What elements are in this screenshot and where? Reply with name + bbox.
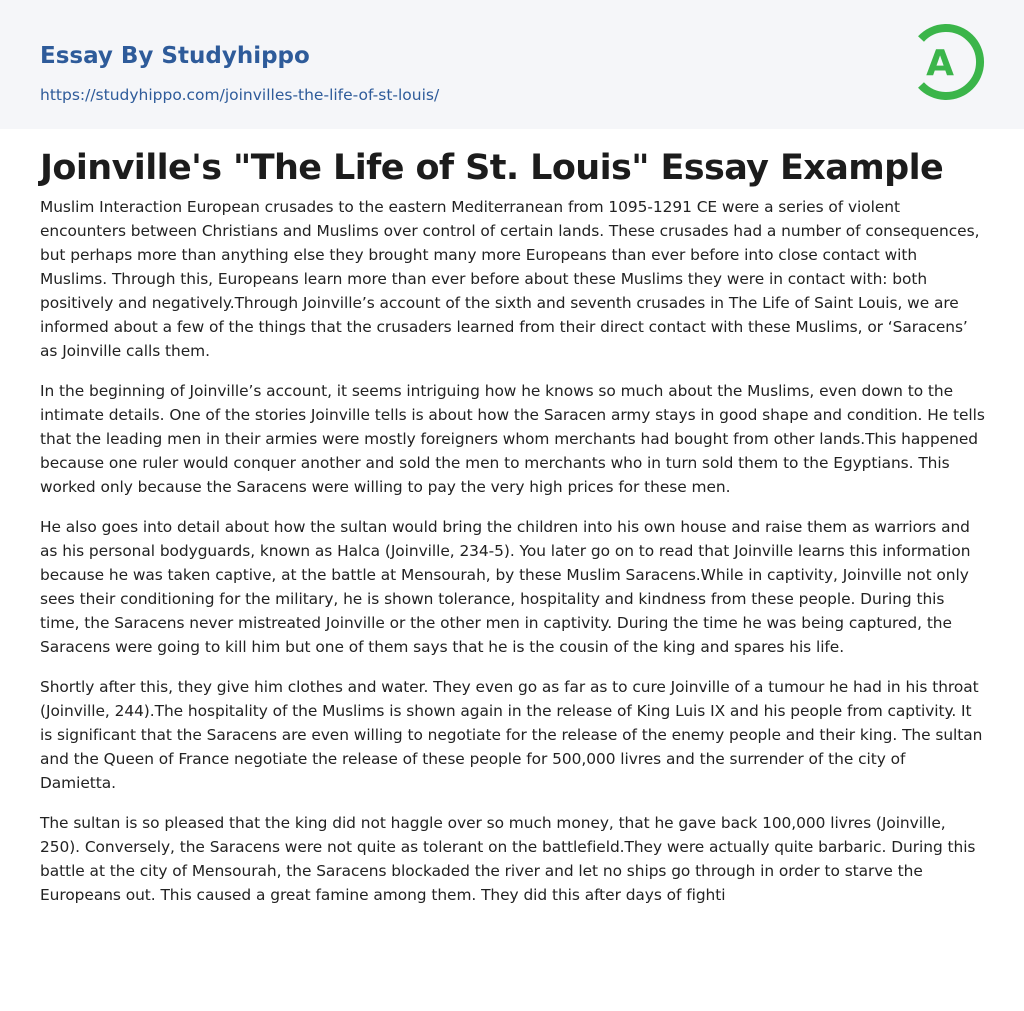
- paragraph: Muslim Interaction European crusades to the eastern Mediterranean from 1095-1291 CE were a series of violent encounters between Christians and Muslims over control of certain lands. These crusades had a number of consequences, but perhaps more than anything else they brought many more Europeans than ever before into close contact with Muslims. Through this, Europeans learn more than ever before about these Muslims they were in contact with: both positively and negatively.Through Joinville’s account of the sixth and seventh crusades in The Life of Saint Louis, we are informed about a few of the things that the crusaders learned from their direct contact with these Muslims, or ‘Saracens’ as Joinville calls them.: [40, 198, 980, 360]
- logo-icon[interactable]: [911, 19, 987, 105]
- article: [40, 142, 986, 923]
- paragraph: Shortly after this, they give him clothes and water. They even go as far as to cure Joinville of a tumour he had in his throat (Joinville, 244).The hospitality of the Muslims is shown again in the release of King Luis IX and his people from captivity. It is significant that the Saracens are even willing to negotiate for the release of the enemy people and their king. The sultan and the Queen of France negotiate the release of these people for 500,000 livres and the surrender of the city of Damietta.: [40, 678, 983, 792]
- site-header: [0, 0, 1024, 129]
- page-title: Joinville's "The Life of St. Louis" Essay Example: [40, 148, 944, 188]
- paragraph: The sultan is so pleased that the king did not haggle over so much money, that he gave back 100,000 livres (Joinville, 250). Conversely, the Saracens were not quite as tolerant on the battlefield.They were actually quite barbaric. During this battle at the city of Mensourah, the Saracens blockaded the river and let no ships go through in order to starve the Europeans out. This caused a great famine among them. They did this after days of fighti: [40, 814, 976, 904]
- paragraph: In the beginning of Joinville’s account, it seems intriguing how he knows so much about the Muslims, even down to the intimate details. One of the stories Joinville tells is about how the Saracen army stays in good shape and condition. He tells that the leading men in their armies were mostly foreigners whom merchants had bought from other lands.This happened because one ruler would conquer another and sold the men to merchants who in turn sold them to the Egyptians. This worked only because the Saracens were willing to pay the very high prices for these men.: [40, 382, 985, 496]
- logo-letter: A: [926, 43, 954, 84]
- source-url-link[interactable]: https://studyhippo.com/joinvilles-the-life-of-st-louis/: [40, 86, 440, 104]
- site-brand[interactable]: Essay By Studyhippo: [40, 43, 310, 69]
- paragraph: He also goes into detail about how the sultan would bring the children into his own house and raise them as warriors and as his personal bodyguards, known as Halca (Joinville, 234-5). You later go on to read that Joinville learns this information because he was taken captive, at the battle at Mensourah, by these Muslim Saracens.While in captivity, Joinville not only sees their conditioning for the military, he is shown tolerance, hospitality and kindness from these people. During this time, the Saracens never mistreated Joinville or the other men in captivity. During the time he was being captured, the Saracens were going to kill him but one of them says that he is the cousin of the king and spares his life.: [40, 518, 971, 656]
